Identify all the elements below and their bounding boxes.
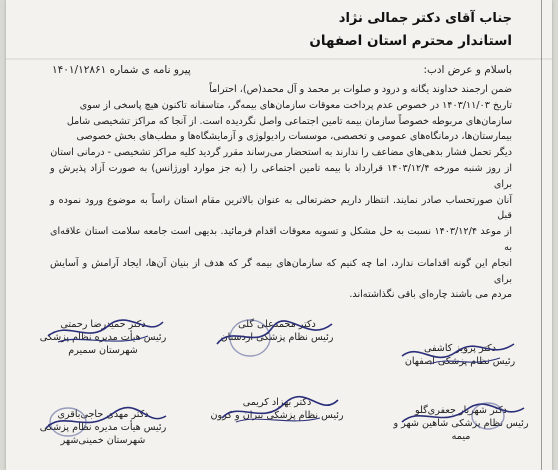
signatory-title: رئیس نظام پزشکی اصفهان — [404, 356, 516, 367]
addressee-line-1: جناب آقای دکتر جمالی نژاد — [338, 11, 512, 26]
signature-block-jafarigolu — [386, 404, 536, 443]
signature-block-rahmati — [28, 318, 178, 357]
body-line: انجام این گونه اقدامات ندارد، اما چه کنیم که سازمان‌های بیمه گر که هدف از بنیان آن‌ها، ایجاد آرامش و آسایش برای — [50, 257, 512, 285]
letter-body — [50, 82, 512, 303]
addressee-line-2: استاندار محترم استان اصفهان — [309, 33, 512, 49]
signatory-title: رئیس هیأت مدیره نظام پزشکی — [39, 422, 167, 433]
body-line: مردم می باشند چاره‌ای باقی نگذاشته‌اند. — [349, 289, 512, 301]
body-line: آنان صورتحساب صادر نمایند. انتظار داریم حضرتعالی به عنوان بالاترین مقام استان راساً به موضوع ورود نموده و قبل — [50, 194, 512, 222]
greeting: باسلام و عرض ادب: — [423, 64, 512, 76]
body-line: از روز شنبه مورخه ۱۴۰۳/۱۲/۴ قرارداد با بیمه تامین اجتماعی را (به جز موارد اورژانس) به صورت آزاد پذیرش و برای — [50, 162, 512, 190]
signature-block-goli — [202, 318, 352, 344]
letter-page — [6, 0, 552, 470]
signatory-title: رئیس نظام پزشکی تیران و کرون — [210, 410, 344, 421]
signatory-city: شهرستان خمینی‌شهر — [60, 435, 146, 446]
signatory-title: رئیس هیأت مدیره نظام پزشکی — [39, 332, 167, 343]
paper-fold — [6, 58, 552, 60]
signature-block-kashefi — [390, 342, 530, 368]
body-line: ضمن ارجمند خداوند یگانه و درود و صلوات بر محمد و آل محمد(ص)، احتراماً — [209, 84, 512, 95]
signatory-name: دکتر شهریار جعفری‌گلو — [414, 405, 508, 416]
signatory-title: رئیس نظام پزشکی شاهین شهر و میمه — [393, 418, 529, 442]
signatory-city: شهرستان سمیرم — [68, 345, 138, 356]
body-line: بیمارستان‌ها، درمانگاه‌های عمومی و تخصصی، موسسات رادیولوژی و آزمایشگاه‌ها و مطب‌های بخش خصوصی — [76, 131, 512, 143]
signatory-name: دکتر بهزاد کریمی — [242, 397, 312, 408]
signatory-name: دکتر حمیدرضا رحمتی — [60, 319, 146, 330]
signature-block-karimi — [202, 396, 352, 422]
body-line: از موعد ۱۴۰۳/۱۲/۴ نسبت به حل مشکل و تسویه معوقات اقدام فرمائید. بدیهی است جامعه سلامت استان علاقه‌ای به — [50, 226, 512, 253]
signatory-name: دکتر محمدعلی گلی — [238, 319, 316, 330]
reference-number: پیرو نامه ی شماره ۱۴۰۱/۱۲۸۶۱ — [52, 64, 191, 76]
page-edge-rule — [541, 0, 542, 470]
signatory-name: دکتر مهدی حاجی‌باقری — [57, 409, 149, 420]
signatory-name: دکتر پرویز کاشفی — [423, 343, 497, 354]
signature-block-hajibagheri — [28, 408, 178, 447]
body-line: سازمان‌های مربوطه خصوصاً سازمان بیمه تامین اجتماعی واصل نگردیده است. از آنجا که مراکز تشخیصی شامل — [66, 115, 512, 127]
body-line: تاریخ ۱۴۰۳/۱۱/۰۳ در خصوص عدم پرداخت معوقات سازمان‌های بیمه‌گر، متاسفانه تاکنون هیچ پاسخی از سوی — [79, 99, 512, 111]
addressee — [309, 8, 512, 52]
signatory-title: رئیس نظام پزشکی اردستان — [220, 332, 334, 343]
body-line: دیگر تحمل فشار بدهی‌های مضاعف را ندارند به استحضار می‌رساند مقرر گردید کلیه مراکز تشخیصی - درمانی استان — [50, 147, 512, 159]
